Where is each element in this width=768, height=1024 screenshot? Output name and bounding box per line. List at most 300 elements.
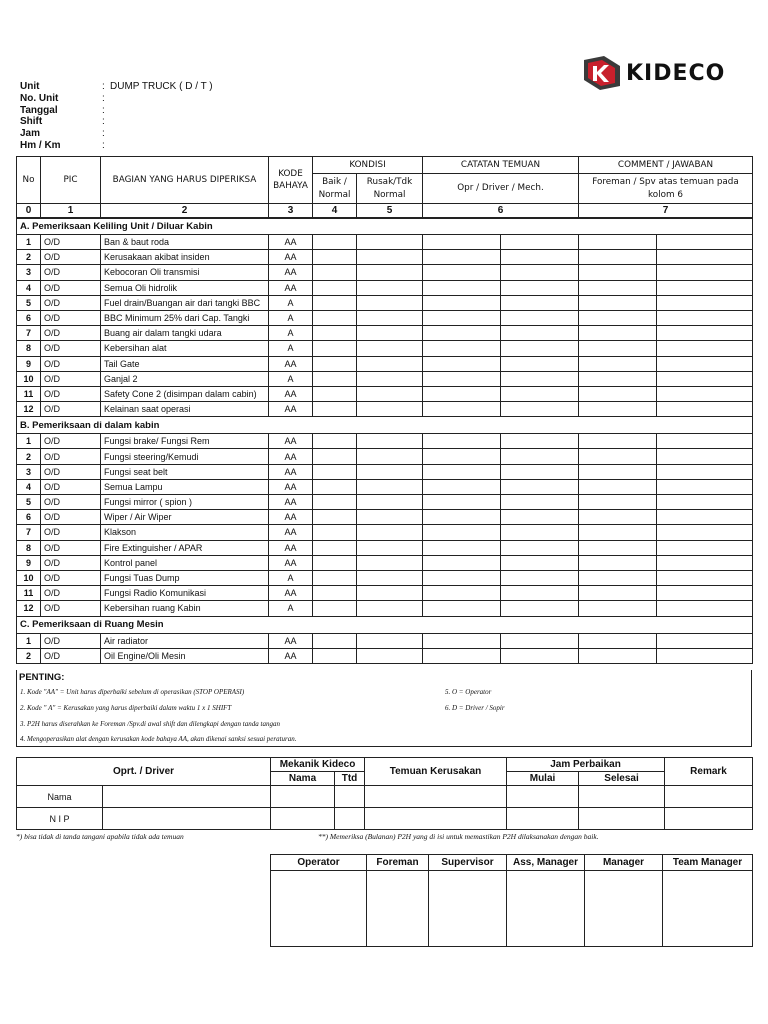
baik-normal-cell[interactable] <box>313 356 357 371</box>
catatan-cell-1[interactable] <box>423 570 501 585</box>
sign-supervisor-header: Supervisor <box>429 855 507 871</box>
checklist-row <box>17 464 753 479</box>
comment-cell-2[interactable] <box>657 341 753 356</box>
rusak-cell[interactable] <box>357 295 423 310</box>
catatan-cell-1[interactable] <box>423 402 501 417</box>
catatan-cell-2[interactable] <box>501 250 579 265</box>
checklist-row <box>17 250 753 265</box>
catatan-cell-1[interactable] <box>423 295 501 310</box>
row-number: 4 <box>17 479 41 494</box>
row-item: Oil Engine/Oli Mesin <box>101 648 269 663</box>
header-comment-sub: Foreman / Spv atas temuan pada kolom 6 <box>579 174 753 204</box>
catatan-cell-2[interactable] <box>501 434 579 449</box>
catatan-cell-1[interactable] <box>423 586 501 601</box>
rusak-cell[interactable] <box>357 386 423 401</box>
comment-cell-1[interactable] <box>579 570 657 585</box>
row-item: Ganjal 2 <box>101 371 269 386</box>
driver-nip-field[interactable] <box>103 808 271 830</box>
comment-cell-2[interactable] <box>657 295 753 310</box>
checklist-row <box>17 434 753 449</box>
catatan-cell-2[interactable] <box>501 371 579 386</box>
penting-notes <box>16 670 752 747</box>
row-kode-bahaya: AA <box>269 464 313 479</box>
comment-cell-1[interactable] <box>579 555 657 570</box>
baik-normal-cell[interactable] <box>313 510 357 525</box>
row-kode-bahaya: A <box>269 601 313 616</box>
catatan-cell-2[interactable] <box>501 326 579 341</box>
rusak-cell[interactable] <box>357 356 423 371</box>
row-item: Kerusakaan akibat insiden <box>101 250 269 265</box>
row-kode-bahaya: AA <box>269 586 313 601</box>
catatan-cell-2[interactable] <box>501 540 579 555</box>
catatan-cell-1[interactable] <box>423 449 501 464</box>
catatan-cell-1[interactable] <box>423 495 501 510</box>
comment-cell-1[interactable] <box>579 280 657 295</box>
rusak-cell[interactable] <box>357 586 423 601</box>
unit-row: Unit : DUMP TRUCK ( D / T ) <box>20 81 213 92</box>
comment-cell-1[interactable] <box>579 525 657 540</box>
catatan-cell-1[interactable] <box>423 648 501 663</box>
comment-cell-1[interactable] <box>579 510 657 525</box>
catatan-cell-2[interactable] <box>501 449 579 464</box>
baik-normal-cell[interactable] <box>313 495 357 510</box>
catatan-cell-2[interactable] <box>501 555 579 570</box>
row-item: Fungsi seat belt <box>101 464 269 479</box>
header-catatan-sub: Opr / Driver / Mech. <box>423 174 579 204</box>
sign-supervisor-box[interactable] <box>429 871 507 947</box>
comment-cell-2[interactable] <box>657 586 753 601</box>
catatan-cell-1[interactable] <box>423 540 501 555</box>
comment-cell-2[interactable] <box>657 326 753 341</box>
selesai-field-2[interactable] <box>579 808 665 830</box>
row-number: 4 <box>17 280 41 295</box>
rusak-cell[interactable] <box>357 540 423 555</box>
shift-row: Shift : <box>20 116 105 128</box>
mekanik-nip-nama-field[interactable] <box>271 808 335 830</box>
catatan-cell-2[interactable] <box>501 495 579 510</box>
baik-normal-cell[interactable] <box>313 371 357 386</box>
rusak-cell[interactable] <box>357 495 423 510</box>
row-pic: O/D <box>41 326 101 341</box>
baik-normal-cell[interactable] <box>313 479 357 494</box>
row-kode-bahaya: AA <box>269 434 313 449</box>
rusak-cell[interactable] <box>357 434 423 449</box>
catatan-cell-1[interactable] <box>423 601 501 616</box>
row-number: 9 <box>17 356 41 371</box>
column-number-row: 0 1 2 3 4 5 6 7 <box>17 204 753 218</box>
comment-cell-2[interactable] <box>657 280 753 295</box>
row-kode-bahaya: A <box>269 371 313 386</box>
comment-cell-1[interactable] <box>579 341 657 356</box>
catatan-cell-1[interactable] <box>423 479 501 494</box>
catatan-cell-2[interactable] <box>501 265 579 280</box>
baik-normal-cell[interactable] <box>313 464 357 479</box>
comment-cell-1[interactable] <box>579 434 657 449</box>
row-pic: O/D <box>41 525 101 540</box>
catatan-cell-1[interactable] <box>423 326 501 341</box>
comment-cell-2[interactable] <box>657 449 753 464</box>
comment-cell-1[interactable] <box>579 601 657 616</box>
mekanik-table <box>16 757 753 830</box>
mekanik-ttd-field[interactable] <box>335 786 365 808</box>
rusak-cell[interactable] <box>357 449 423 464</box>
checklist-row <box>17 386 753 401</box>
row-item: Air radiator <box>101 633 269 648</box>
checklist-row <box>17 280 753 295</box>
row-kode-bahaya: AA <box>269 479 313 494</box>
row-pic: O/D <box>41 479 101 494</box>
temuan-kerusakan-header: Temuan Kerusakan <box>365 758 507 786</box>
row-number: 3 <box>17 265 41 280</box>
temuan-field-2[interactable] <box>365 808 507 830</box>
comment-cell-2[interactable] <box>657 464 753 479</box>
comment-cell-1[interactable] <box>579 371 657 386</box>
row-pic: O/D <box>41 495 101 510</box>
no-unit-row: No. Unit : <box>20 92 105 104</box>
catatan-cell-1[interactable] <box>423 280 501 295</box>
section-header <box>17 417 753 434</box>
catatan-cell-1[interactable] <box>423 633 501 648</box>
selesai-header: Selesai <box>579 772 665 786</box>
catatan-cell-2[interactable] <box>501 479 579 494</box>
row-kode-bahaya: AA <box>269 235 313 250</box>
row-number: 5 <box>17 295 41 310</box>
checklist-row <box>17 310 753 325</box>
catatan-cell-1[interactable] <box>423 434 501 449</box>
unit-value[interactable]: DUMP TRUCK ( D / T ) <box>110 81 213 92</box>
row-kode-bahaya: AA <box>269 265 313 280</box>
rusak-cell[interactable] <box>357 601 423 616</box>
row-item: Fungsi steering/Kemudi <box>101 449 269 464</box>
row-number: 1 <box>17 434 41 449</box>
selesai-field[interactable] <box>579 786 665 808</box>
row-nama-label: Nama <box>17 786 103 808</box>
catatan-cell-1[interactable] <box>423 235 501 250</box>
comment-cell-2[interactable] <box>657 250 753 265</box>
comment-cell-1[interactable] <box>579 295 657 310</box>
baik-normal-cell[interactable] <box>313 449 357 464</box>
catatan-cell-2[interactable] <box>501 295 579 310</box>
header-baik: Baik / Normal <box>313 174 357 204</box>
row-kode-bahaya: AA <box>269 633 313 648</box>
rusak-cell[interactable] <box>357 265 423 280</box>
catatan-cell-1[interactable] <box>423 356 501 371</box>
row-pic: O/D <box>41 633 101 648</box>
baik-normal-cell[interactable] <box>313 402 357 417</box>
catatan-cell-2[interactable] <box>501 235 579 250</box>
comment-cell-2[interactable] <box>657 648 753 663</box>
comment-cell-1[interactable] <box>579 386 657 401</box>
catatan-cell-2[interactable] <box>501 525 579 540</box>
baik-normal-cell[interactable] <box>313 386 357 401</box>
rusak-cell[interactable] <box>357 555 423 570</box>
comment-cell-1[interactable] <box>579 479 657 494</box>
baik-normal-cell[interactable] <box>313 235 357 250</box>
row-pic: O/D <box>41 371 101 386</box>
baik-normal-cell[interactable] <box>313 540 357 555</box>
sign-operator-header: Operator <box>271 855 367 871</box>
kideco-logo-icon <box>582 56 622 90</box>
comment-cell-2[interactable] <box>657 310 753 325</box>
rusak-cell[interactable] <box>357 310 423 325</box>
sign-team-manager-box[interactable] <box>663 871 753 947</box>
catatan-cell-2[interactable] <box>501 510 579 525</box>
rusak-cell[interactable] <box>357 402 423 417</box>
tanggal-row: Tanggal : <box>20 104 105 116</box>
sign-ass-manager-box[interactable] <box>507 871 585 947</box>
comment-cell-2[interactable] <box>657 371 753 386</box>
comment-cell-2[interactable] <box>657 479 753 494</box>
row-pic: O/D <box>41 356 101 371</box>
jam-row: Jam : <box>20 128 105 140</box>
comment-cell-2[interactable] <box>657 356 753 371</box>
catatan-cell-1[interactable] <box>423 464 501 479</box>
comment-cell-1[interactable] <box>579 495 657 510</box>
mulai-field[interactable] <box>507 786 579 808</box>
row-pic: O/D <box>41 601 101 616</box>
baik-normal-cell[interactable] <box>313 525 357 540</box>
rusak-cell[interactable] <box>357 525 423 540</box>
row-pic: O/D <box>41 449 101 464</box>
comment-cell-2[interactable] <box>657 235 753 250</box>
rusak-cell[interactable] <box>357 648 423 663</box>
row-item: Kelainan saat operasi <box>101 402 269 417</box>
comment-cell-1[interactable] <box>579 586 657 601</box>
rusak-cell[interactable] <box>357 341 423 356</box>
checklist-row <box>17 633 753 648</box>
baik-normal-cell[interactable] <box>313 555 357 570</box>
row-number: 12 <box>17 601 41 616</box>
mekanik-nama-field[interactable] <box>271 786 335 808</box>
checklist-row <box>17 586 753 601</box>
row-kode-bahaya: AA <box>269 525 313 540</box>
comment-cell-1[interactable] <box>579 235 657 250</box>
baik-normal-cell[interactable] <box>313 250 357 265</box>
comment-cell-1[interactable] <box>579 464 657 479</box>
comment-cell-1[interactable] <box>579 402 657 417</box>
row-item: Safety Cone 2 (disimpan dalam cabin) <box>101 386 269 401</box>
header-no: No <box>17 157 41 204</box>
comment-cell-2[interactable] <box>657 495 753 510</box>
header-catatan: CATATAN TEMUAN <box>423 157 579 174</box>
comment-cell-1[interactable] <box>579 648 657 663</box>
row-number: 10 <box>17 371 41 386</box>
rusak-cell[interactable] <box>357 464 423 479</box>
baik-normal-cell[interactable] <box>313 265 357 280</box>
baik-normal-cell[interactable] <box>313 586 357 601</box>
comment-cell-2[interactable] <box>657 540 753 555</box>
baik-normal-cell[interactable] <box>313 341 357 356</box>
row-item: Fungsi Tuas Dump <box>101 570 269 585</box>
header-rusak: Rusak/Tdk Normal <box>357 174 423 204</box>
catatan-cell-1[interactable] <box>423 371 501 386</box>
unit-info-block <box>20 81 213 152</box>
catatan-cell-2[interactable] <box>501 601 579 616</box>
catatan-cell-2[interactable] <box>501 648 579 663</box>
row-kode-bahaya: AA <box>269 250 313 265</box>
mulai-field-2[interactable] <box>507 808 579 830</box>
row-number: 6 <box>17 310 41 325</box>
rusak-cell[interactable] <box>357 280 423 295</box>
comment-cell-1[interactable] <box>579 633 657 648</box>
catatan-cell-2[interactable] <box>501 310 579 325</box>
row-number: 12 <box>17 402 41 417</box>
catatan-cell-2[interactable] <box>501 356 579 371</box>
comment-cell-2[interactable] <box>657 265 753 280</box>
row-number: 2 <box>17 648 41 663</box>
temuan-field[interactable] <box>365 786 507 808</box>
sign-operator-box[interactable] <box>271 871 367 947</box>
row-number: 5 <box>17 495 41 510</box>
catatan-cell-2[interactable] <box>501 633 579 648</box>
row-kode-bahaya: AA <box>269 386 313 401</box>
comment-cell-1[interactable] <box>579 310 657 325</box>
row-item: BBC Minimum 25% dari Cap. Tangki <box>101 310 269 325</box>
row-item: Fungsi Radio Komunikasi <box>101 586 269 601</box>
comment-cell-1[interactable] <box>579 326 657 341</box>
row-pic: O/D <box>41 510 101 525</box>
rusak-cell[interactable] <box>357 235 423 250</box>
row-item: Wiper / Air Wiper <box>101 510 269 525</box>
row-item: Klakson <box>101 525 269 540</box>
comment-cell-2[interactable] <box>657 633 753 648</box>
mekanik-nip-ttd-field[interactable] <box>335 808 365 830</box>
catatan-cell-2[interactable] <box>501 570 579 585</box>
row-pic: O/D <box>41 648 101 663</box>
catatan-cell-2[interactable] <box>501 280 579 295</box>
catatan-cell-1[interactable] <box>423 341 501 356</box>
catatan-cell-1[interactable] <box>423 555 501 570</box>
row-item: Fungsi brake/ Fungsi Rem <box>101 434 269 449</box>
mekanik-kideco-header: Mekanik Kideco <box>271 758 365 772</box>
checklist-row <box>17 510 753 525</box>
comment-cell-2[interactable] <box>657 402 753 417</box>
row-pic: O/D <box>41 265 101 280</box>
rusak-cell[interactable] <box>357 326 423 341</box>
catatan-cell-2[interactable] <box>501 464 579 479</box>
row-pic: O/D <box>41 250 101 265</box>
row-number: 9 <box>17 555 41 570</box>
catatan-cell-1[interactable] <box>423 310 501 325</box>
row-number: 7 <box>17 525 41 540</box>
baik-normal-cell[interactable] <box>313 648 357 663</box>
catatan-cell-1[interactable] <box>423 265 501 280</box>
comment-cell-1[interactable] <box>579 540 657 555</box>
comment-cell-2[interactable] <box>657 555 753 570</box>
baik-normal-cell[interactable] <box>313 295 357 310</box>
rusak-cell[interactable] <box>357 371 423 386</box>
row-pic: O/D <box>41 280 101 295</box>
comment-cell-1[interactable] <box>579 449 657 464</box>
baik-normal-cell[interactable] <box>313 633 357 648</box>
catatan-cell-2[interactable] <box>501 402 579 417</box>
sign-manager-box[interactable] <box>585 871 663 947</box>
footnote-left: *) bisa tidak di tanda tangani apabila tidak ada temuan <box>16 832 184 841</box>
row-number: 1 <box>17 633 41 648</box>
mekanik-nama-header: Nama <box>271 772 335 786</box>
sign-foreman-box[interactable] <box>367 871 429 947</box>
catatan-cell-1[interactable] <box>423 525 501 540</box>
catatan-cell-1[interactable] <box>423 250 501 265</box>
row-number: 11 <box>17 386 41 401</box>
section-title: A. Pemeriksaan Keliling Unit / Diluar Kabin <box>17 218 753 235</box>
checklist-row <box>17 525 753 540</box>
header-kode-bahaya: KODE BAHAYA <box>269 157 313 204</box>
comment-cell-1[interactable] <box>579 250 657 265</box>
row-number: 8 <box>17 540 41 555</box>
row-kode-bahaya: A <box>269 295 313 310</box>
rusak-cell[interactable] <box>357 479 423 494</box>
baik-normal-cell[interactable] <box>313 310 357 325</box>
comment-cell-2[interactable] <box>657 525 753 540</box>
catatan-cell-1[interactable] <box>423 510 501 525</box>
rusak-cell[interactable] <box>357 633 423 648</box>
checklist-row <box>17 371 753 386</box>
baik-normal-cell[interactable] <box>313 434 357 449</box>
header-pic: PIC <box>41 157 101 204</box>
comment-cell-2[interactable] <box>657 510 753 525</box>
rusak-cell[interactable] <box>357 570 423 585</box>
row-item: Kebocoran Oli transmisi <box>101 265 269 280</box>
row-kode-bahaya: AA <box>269 356 313 371</box>
row-kode-bahaya: A <box>269 570 313 585</box>
driver-nama-field[interactable] <box>103 786 271 808</box>
checklist-row <box>17 235 753 250</box>
row-number: 6 <box>17 510 41 525</box>
footnote-right: **) Memeriksa (Bulanan) P2H yang di isi untuk memastikan P2H dilaksanakan dengan baik. <box>318 832 599 841</box>
baik-normal-cell[interactable] <box>313 280 357 295</box>
checklist-row <box>17 402 753 417</box>
catatan-cell-2[interactable] <box>501 586 579 601</box>
baik-normal-cell[interactable] <box>313 601 357 616</box>
comment-cell-2[interactable] <box>657 601 753 616</box>
row-number: 2 <box>17 449 41 464</box>
catatan-cell-1[interactable] <box>423 386 501 401</box>
catatan-cell-2[interactable] <box>501 341 579 356</box>
baik-normal-cell[interactable] <box>313 570 357 585</box>
comment-cell-2[interactable] <box>657 386 753 401</box>
rusak-cell[interactable] <box>357 250 423 265</box>
row-item: Kontrol panel <box>101 555 269 570</box>
row-pic: O/D <box>41 295 101 310</box>
remark-field[interactable] <box>665 786 753 808</box>
row-kode-bahaya: AA <box>269 540 313 555</box>
mekanik-ttd-header: Ttd <box>335 772 365 786</box>
row-kode-bahaya: AA <box>269 555 313 570</box>
row-pic: O/D <box>41 386 101 401</box>
remark-field-2[interactable] <box>665 808 753 830</box>
legend-operator: 5. O = Operator <box>445 688 492 696</box>
comment-cell-1[interactable] <box>579 356 657 371</box>
row-kode-bahaya: AA <box>269 280 313 295</box>
opr-driver-header: Oprt. / Driver <box>17 758 271 786</box>
row-kode-bahaya: AA <box>269 449 313 464</box>
catatan-cell-2[interactable] <box>501 386 579 401</box>
row-number: 8 <box>17 341 41 356</box>
rusak-cell[interactable] <box>357 510 423 525</box>
baik-normal-cell[interactable] <box>313 326 357 341</box>
row-pic: O/D <box>41 540 101 555</box>
row-pic: O/D <box>41 341 101 356</box>
row-item: Kebersihan ruang Kabin <box>101 601 269 616</box>
comment-cell-1[interactable] <box>579 265 657 280</box>
row-pic: O/D <box>41 434 101 449</box>
sign-foreman-header: Foreman <box>367 855 429 871</box>
comment-cell-2[interactable] <box>657 570 753 585</box>
note-1: 1. Kode "AA" = Unit harus diperbaiki sebelum di operasikan (STOP OPERASI) <box>20 688 245 696</box>
row-kode-bahaya: AA <box>269 510 313 525</box>
comment-cell-2[interactable] <box>657 434 753 449</box>
